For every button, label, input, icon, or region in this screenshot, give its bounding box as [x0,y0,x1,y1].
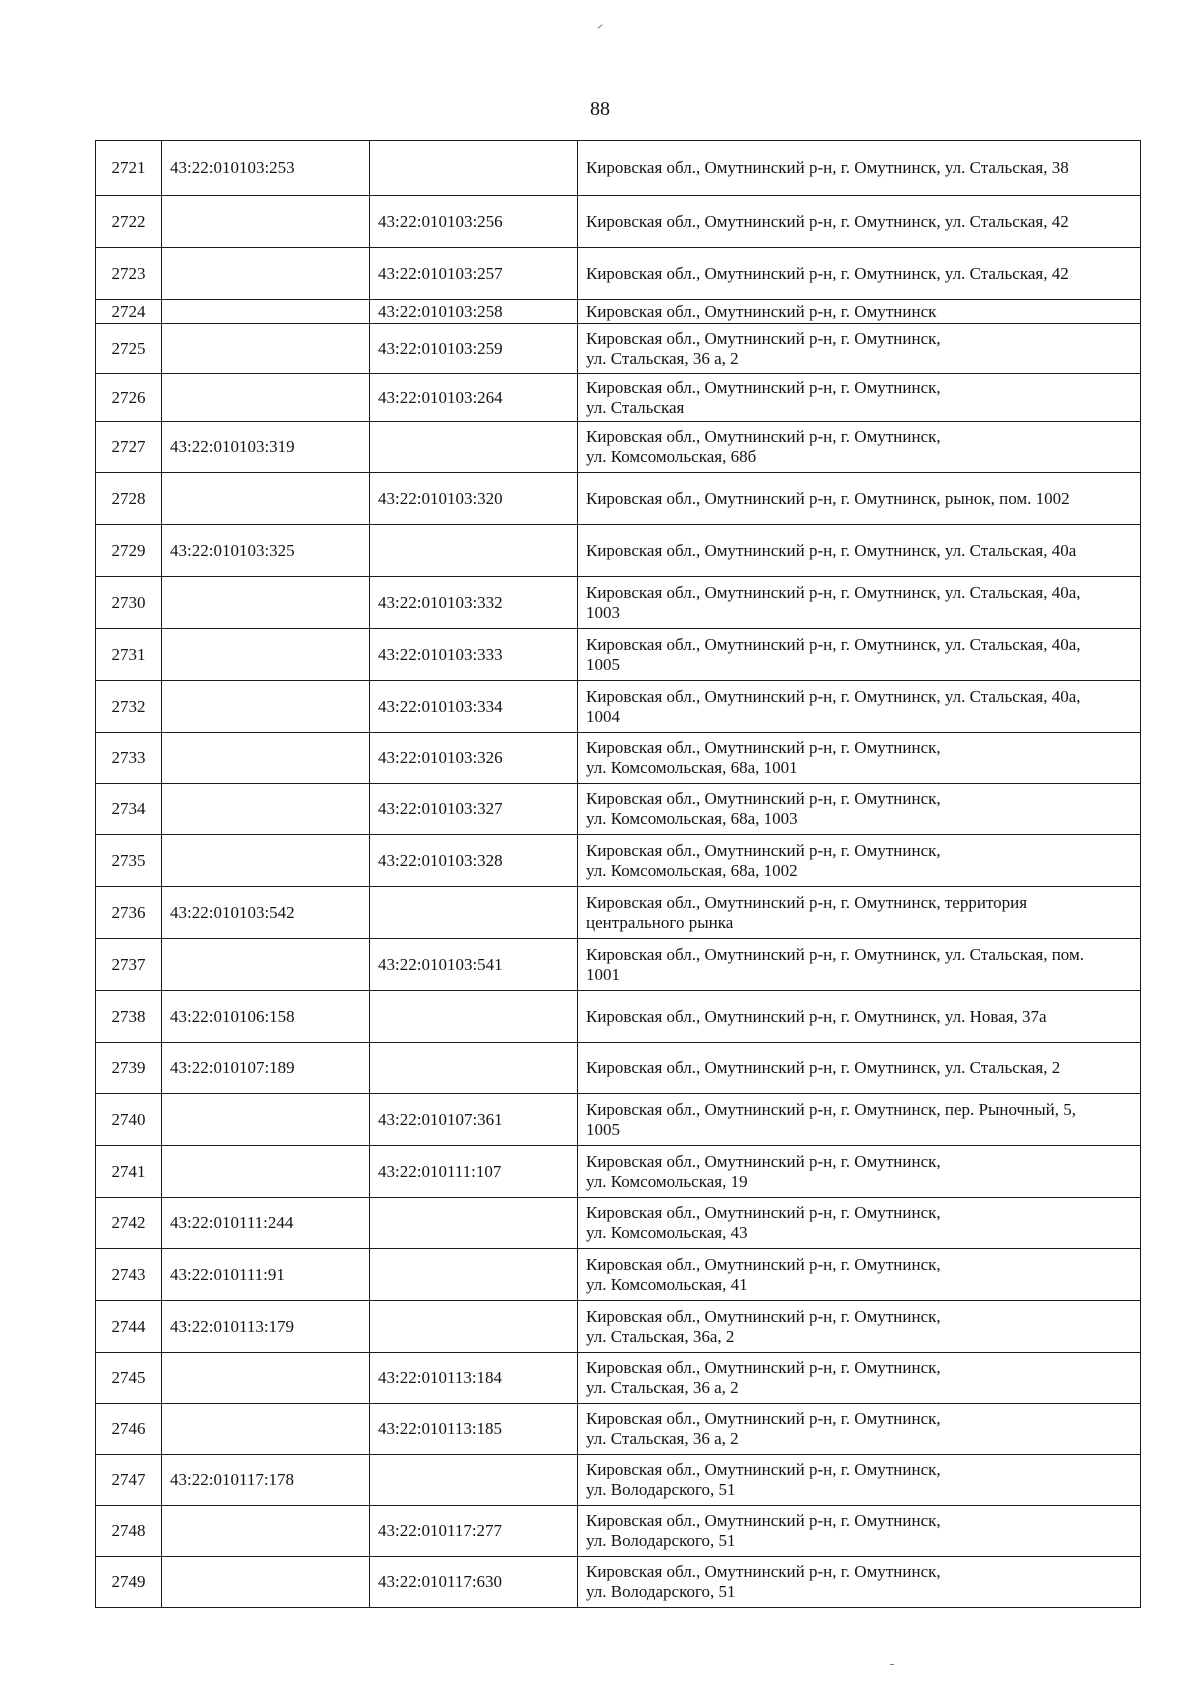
address-cell [578,835,1141,887]
address-text: Кировская обл., Омутнинский р-н, г. Омутнинск, [586,1151,941,1171]
row-number-text: 2744 [111,1316,146,1336]
cadastral-number-b-cell [370,248,578,300]
cadastral-number-a-cell [162,887,370,939]
address-text: 1005 [586,654,620,674]
address-cell [578,1353,1141,1404]
address-cell [578,1198,1141,1249]
row-number-cell [96,422,162,473]
table-row [96,1455,1141,1506]
table-row [96,300,1141,324]
row-number-text: 2735 [111,850,146,870]
table-row [96,1557,1141,1608]
cadastral-number-b-cell [370,422,578,473]
cadastral-number-a-cell [162,324,370,374]
table-row [96,1198,1141,1249]
cadastral-number-b-cell [370,1249,578,1301]
cadastral-number-b-cell [370,1404,578,1455]
address-text: Кировская обл., Омутнинский р-н, г. Омутнинск, ул. Стальская, 42 [586,263,1069,283]
cadastral-number-b-cell [370,473,578,525]
address-text: Кировская обл., Омутнинский р-н, г. Омутнинск, ул. Новая, 37а [586,1006,1047,1026]
table-row [96,733,1141,784]
cadastral-number-b-text: 43:22:010103:333 [378,644,503,664]
cadastral-number-a-cell [162,1249,370,1301]
row-number-cell [96,1557,162,1608]
cadastral-number-a-cell [162,374,370,422]
row-number-text: 2726 [111,387,146,407]
cadastral-number-a-cell [162,1146,370,1198]
table-row [96,1506,1141,1557]
table-row [96,784,1141,835]
cadastral-number-a-cell [162,1043,370,1094]
address-text: ул. Комсомольская, 68а, 1002 [586,860,798,880]
cadastral-number-a-cell [162,1094,370,1146]
table-row [96,887,1141,939]
address-text: Кировская обл., Омутнинский р-н, г. Омутнинск, [586,1203,941,1222]
row-number-cell [96,939,162,991]
cadastral-number-b-cell [370,1094,578,1146]
row-number-cell [96,1455,162,1506]
address-text: Кировская обл., Омутнинский р-н, г. Омутнинск, [586,738,941,757]
row-number-text: 2748 [111,1521,146,1540]
address-text: Кировская обл., Омутнинский р-н, г. Омутнинск, [586,1511,941,1530]
row-number-text: 2725 [111,338,146,358]
row-number-text: 2745 [111,1368,146,1387]
cadastral-number-b-cell [370,1557,578,1608]
table-row [96,422,1141,473]
address-text: Кировская обл., Омутнинский р-н, г. Омутнинск, ул. Стальская, 40а, [586,634,1081,654]
address-cell [578,1404,1141,1455]
address-text: ул. Стальская, 36а, 2 [586,1326,735,1346]
cadastral-number-b-text: 43:22:010103:326 [378,748,503,767]
row-number-cell [96,577,162,629]
table-row [96,1043,1141,1094]
row-number-cell [96,324,162,374]
cadastral-number-b-text: 43:22:010111:107 [378,1161,502,1181]
row-number-cell [96,525,162,577]
address-cell [578,939,1141,991]
cadastral-number-a-cell [162,733,370,784]
cadastral-number-b-cell [370,300,578,324]
cadastral-number-a-cell [162,784,370,835]
address-text: Кировская обл., Омутнинский р-н, г. Омутнинск, территория [586,892,1028,912]
cadastral-number-b-cell [370,1043,578,1094]
row-number-text: 2734 [111,799,146,818]
cadastral-number-b-cell [370,1506,578,1557]
address-cell [578,374,1141,422]
table-row [96,629,1141,681]
scan-speck [890,1664,894,1665]
cadastral-number-b-text: 43:22:010107:361 [378,1109,503,1129]
row-number-text: 2742 [111,1213,146,1232]
cadastral-number-b-text: 43:22:010103:334 [378,696,503,716]
cadastral-number-a-cell [162,422,370,473]
address-text: центрального рынка [586,912,734,932]
row-number-cell [96,629,162,681]
row-number-text: 2736 [111,902,146,922]
cadastral-number-b-cell [370,324,578,374]
cadastral-number-b-cell [370,681,578,733]
table-row [96,1404,1141,1455]
table-row [96,1146,1141,1198]
row-number-cell [96,1353,162,1404]
row-number-text: 2728 [111,488,146,508]
address-cell [578,1557,1141,1608]
table-row [96,196,1141,248]
table-row [96,248,1141,300]
table-row [96,141,1141,196]
address-text: ул. Комсомольская, 68а, 1003 [586,809,798,828]
row-number-cell [96,1249,162,1301]
address-text: Кировская обл., Омутнинский р-н, г. Омутнинск, [586,840,941,860]
address-text: ул. Комсомольская, 41 [586,1274,748,1294]
cadastral-number-a-cell [162,835,370,887]
address-cell [578,991,1141,1043]
address-cell [578,1249,1141,1301]
address-text: Кировская обл., Омутнинский р-н, г. Омутнинск, ул. Стальская, 40а, [586,582,1081,602]
table-row [96,991,1141,1043]
row-number-text: 2738 [111,1006,146,1026]
cadastral-number-b-text: 43:22:010113:185 [378,1419,503,1438]
table-row [96,374,1141,422]
cadastral-number-b-text: 43:22:010103:257 [378,263,503,283]
cadastral-number-b-cell [370,1455,578,1506]
row-number-cell [96,887,162,939]
row-number-text: 2731 [111,644,146,664]
address-text: Кировская обл., Омутнинский р-н, г. Омутнинск, [586,377,941,397]
address-cell [578,681,1141,733]
cadastral-number-a-cell [162,1455,370,1506]
cadastral-number-a-cell [162,939,370,991]
cadastral-number-a-text: 43:22:010117:178 [170,1470,295,1489]
cadastral-number-b-text: 43:22:010113:184 [378,1368,503,1387]
cadastral-number-a-cell [162,1404,370,1455]
registry-table [95,140,1141,1608]
cadastral-number-b-text: 43:22:010103:320 [378,488,503,508]
address-cell [578,324,1141,374]
row-number-cell [96,141,162,196]
cadastral-number-b-text: 43:22:010103:256 [378,211,503,231]
page-number: 88 [590,98,610,120]
cadastral-number-a-cell [162,577,370,629]
address-text: Кировская обл., Омутнинский р-н, г. Омутнинск, [586,1306,941,1326]
address-text: Кировская обл., Омутнинский р-н, г. Омутнинск, [586,1409,941,1428]
cadastral-number-a-cell [162,300,370,324]
address-text: ул. Стальская, 36 а, 2 [586,348,739,368]
cadastral-number-a-cell [162,1557,370,1608]
cadastral-number-b-cell [370,141,578,196]
table-row [96,939,1141,991]
row-number-text: 2746 [111,1419,146,1438]
cadastral-number-a-cell [162,991,370,1043]
cadastral-number-b-cell [370,1353,578,1404]
row-number-text: 2740 [111,1109,146,1129]
cadastral-number-a-cell [162,1301,370,1353]
cadastral-number-b-text: 43:22:010103:264 [378,387,503,407]
table-row [96,1301,1141,1353]
table-row [96,835,1141,887]
table-row [96,1094,1141,1146]
row-number-cell [96,1506,162,1557]
address-text: Кировская обл., Омутнинский р-н, г. Омутнинск, ул. Стальская, пом. [586,944,1084,964]
row-number-cell [96,1146,162,1198]
cadastral-number-a-cell [162,1353,370,1404]
row-number-text: 2732 [111,696,146,716]
address-cell [578,887,1141,939]
cadastral-number-b-cell [370,887,578,939]
address-text: Кировская обл., Омутнинский р-н, г. Омутнинск, пер. Рыночный, 5, [586,1099,1076,1119]
address-text: Кировская обл., Омутнинский р-н, г. Омутнинск, ул. Стальская, 40а [586,540,1077,560]
row-number-cell [96,784,162,835]
table-row [96,1353,1141,1404]
address-cell [578,1506,1141,1557]
address-cell [578,784,1141,835]
row-number-text: 2721 [111,158,146,177]
row-number-cell [96,835,162,887]
address-text: Кировская обл., Омутнинский р-н, г. Омутнинск, [586,1562,941,1581]
cadastral-number-a-cell [162,629,370,681]
address-cell [578,1094,1141,1146]
row-number-text: 2737 [111,954,146,974]
address-text: Кировская обл., Омутнинский р-н, г. Омутнинск, ул. Стальская, 2 [586,1058,1061,1077]
table-row [96,473,1141,525]
scan-speck [597,24,602,29]
row-number-cell [96,1043,162,1094]
row-number-cell [96,374,162,422]
address-cell [578,1455,1141,1506]
row-number-text: 2730 [111,592,146,612]
cadastral-number-a-text: 43:22:010103:319 [170,437,295,456]
row-number-cell [96,196,162,248]
cadastral-number-b-cell [370,733,578,784]
address-text: ул. Комсомольская, 68б [586,447,757,466]
cadastral-number-a-cell [162,1506,370,1557]
cadastral-number-b-cell [370,1301,578,1353]
address-cell [578,629,1141,681]
row-number-cell [96,733,162,784]
address-text: ул. Стальская, 36 а, 2 [586,1429,739,1448]
row-number-text: 2749 [111,1572,146,1591]
row-number-cell [96,681,162,733]
address-cell [578,473,1141,525]
row-number-text: 2741 [111,1161,146,1181]
cadastral-number-a-text: 43:22:010111:91 [170,1264,285,1284]
address-text: Кировская обл., Омутнинский р-н, г. Омутнинск, [586,789,941,808]
row-number-cell [96,473,162,525]
cadastral-number-b-cell [370,196,578,248]
cadastral-number-a-cell [162,248,370,300]
address-text: Кировская обл., Омутнинский р-н, г. Омутнинск, ул. Стальская, 42 [586,211,1069,231]
row-number-cell [96,1301,162,1353]
address-cell [578,422,1141,473]
address-text: Кировская обл., Омутнинский р-н, г. Омутнинск, рынок, пом. 1002 [586,488,1070,508]
cadastral-number-b-cell [370,991,578,1043]
row-number-cell [96,1198,162,1249]
address-text: 1001 [586,964,620,984]
address-cell [578,196,1141,248]
address-text: ул. Комсомольская, 43 [586,1223,748,1242]
address-text: ул. Комсомольская, 68а, 1001 [586,758,798,777]
address-text: Кировская обл., Омутнинский р-н, г. Омутнинск, [586,328,941,348]
cadastral-number-a-cell [162,681,370,733]
address-text: Кировская обл., Омутнинский р-н, г. Омутнинск, ул. Стальская, 40а, [586,686,1081,706]
row-number-text: 2722 [111,211,146,231]
address-text: ул. Володарского, 51 [586,1480,736,1499]
cadastral-number-a-cell [162,473,370,525]
address-cell [578,525,1141,577]
cadastral-number-a-cell [162,1198,370,1249]
cadastral-number-b-text: 43:22:010117:630 [378,1572,503,1591]
address-cell [578,1043,1141,1094]
cadastral-number-a-text: 43:22:010103:542 [170,902,295,922]
cadastral-number-b-cell [370,939,578,991]
address-cell [578,248,1141,300]
cadastral-number-a-text: 43:22:010107:189 [170,1058,295,1077]
cadastral-number-a-text: 43:22:010111:244 [170,1213,294,1232]
cadastral-number-b-cell [370,784,578,835]
table-row [96,1249,1141,1301]
address-text: Кировская обл., Омутнинский р-н, г. Омутнинск, [586,1254,941,1274]
cadastral-number-a-text: 43:22:010106:158 [170,1006,295,1026]
row-number-cell [96,248,162,300]
row-number-text: 2727 [111,437,146,456]
cadastral-number-b-cell [370,577,578,629]
row-number-cell [96,991,162,1043]
cadastral-number-a-text: 43:22:010113:179 [170,1316,295,1336]
table-row [96,681,1141,733]
address-text: Кировская обл., Омутнинский р-н, г. Омутнинск, [586,427,941,446]
table-row [96,577,1141,629]
address-cell [578,300,1141,324]
address-cell [578,1301,1141,1353]
address-text: Кировская обл., Омутнинский р-н, г. Омутнинск, [586,1460,941,1479]
cadastral-number-b-text: 43:22:010103:327 [378,799,503,818]
row-number-cell [96,1404,162,1455]
address-cell [578,141,1141,196]
cadastral-number-b-text: 43:22:010117:277 [378,1521,503,1540]
cadastral-number-b-cell [370,1198,578,1249]
row-number-text: 2747 [111,1470,146,1489]
cadastral-number-b-text: 43:22:010103:328 [378,850,503,870]
row-number-text: 2729 [111,540,146,560]
cadastral-number-b-cell [370,374,578,422]
address-text: Кировская обл., Омутнинский р-н, г. Омутнинск, ул. Стальская, 38 [586,158,1069,177]
row-number-cell [96,1094,162,1146]
cadastral-number-b-cell [370,525,578,577]
table-row [96,525,1141,577]
address-text: ул. Володарского, 51 [586,1531,736,1550]
row-number-text: 2724 [111,301,146,321]
row-number-text: 2723 [111,263,146,283]
cadastral-number-b-text: 43:22:010103:259 [378,338,503,358]
cadastral-number-a-text: 43:22:010103:253 [170,158,295,177]
cadastral-number-b-text: 43:22:010103:258 [378,301,503,321]
cadastral-number-a-cell [162,141,370,196]
cadastral-number-a-text: 43:22:010103:325 [170,540,295,560]
cadastral-number-b-cell [370,629,578,681]
address-text: ул. Стальская [586,397,685,417]
address-text: ул. Володарского, 51 [586,1582,736,1601]
table-row [96,324,1141,374]
cadastral-number-b-text: 43:22:010103:541 [378,954,503,974]
address-text: ул. Стальская, 36 а, 2 [586,1378,739,1397]
address-text: ул. Комсомольская, 19 [586,1171,748,1191]
address-cell [578,733,1141,784]
cadastral-number-a-cell [162,196,370,248]
row-number-text: 2739 [111,1058,146,1077]
cadastral-number-b-cell [370,1146,578,1198]
address-text: 1004 [586,706,620,726]
address-cell [578,577,1141,629]
row-number-cell [96,300,162,324]
cadastral-number-b-cell [370,835,578,887]
address-cell [578,1146,1141,1198]
cadastral-number-b-text: 43:22:010103:332 [378,592,503,612]
address-text: 1005 [586,1119,620,1139]
registry-table-body [96,141,1141,1608]
row-number-text: 2743 [111,1264,146,1284]
address-text: Кировская обл., Омутнинский р-н, г. Омутнинск, [586,1358,941,1377]
address-text: 1003 [586,602,620,622]
cadastral-number-a-cell [162,525,370,577]
address-text: Кировская обл., Омутнинский р-н, г. Омутнинск [586,301,937,321]
row-number-text: 2733 [111,748,146,767]
